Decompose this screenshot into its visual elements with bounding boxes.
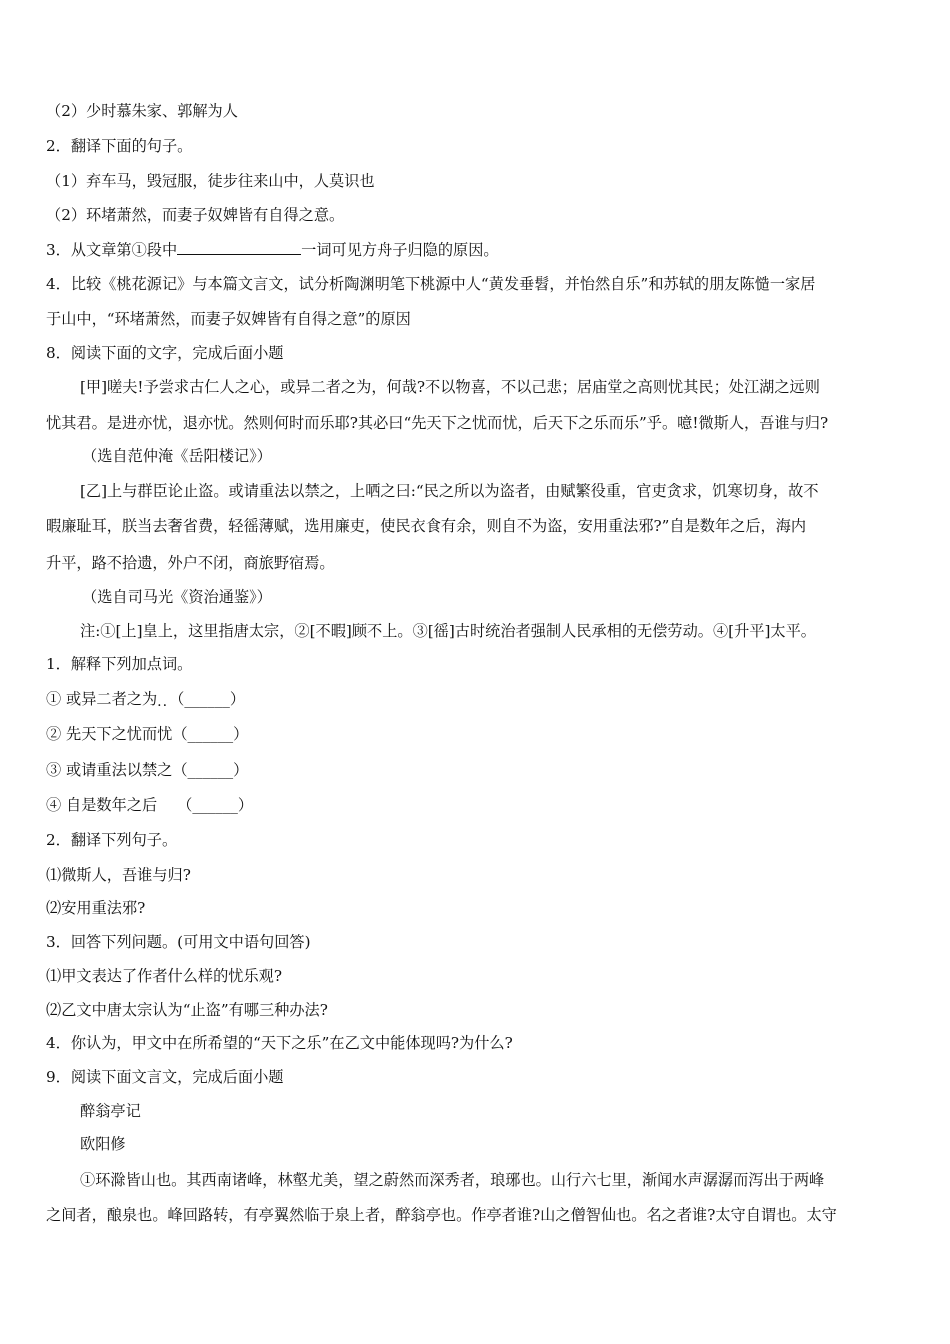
sub-question: ⑴甲文表达了作者什么样的忧乐观? (46, 967, 282, 985)
passage-line: 升平，路不拾遗，外户不闭，商旅野宿焉。 (46, 554, 335, 572)
footnote: 注:①[上]皇上，这里指唐太宗，②[不暇]顾不上。③[徭]古时统治者强制人民承相的无偿劳动。④[升平]太平。 (80, 622, 816, 640)
source-citation: （选自范仲淹《岳阳楼记》） (82, 447, 272, 465)
question-heading: 3．回答下列问题。(可用文中语句回答) (46, 933, 311, 951)
text-line: （2）少时慕朱家、郭解为人 (46, 102, 238, 120)
section-heading: 9．阅读下面文言文，完成后面小题 (46, 1068, 284, 1086)
sub-question (46, 689, 245, 709)
text-line: （1）弃车马，毁冠服，徒步往来山中，人莫识也 (46, 172, 375, 190)
passage-line: [甲]嗟夫!予尝求古仁人之心，或异二者之为，何哉?不以物喜，不以己悲；居庙堂之高则忧其民；处江湖之远则 (80, 378, 820, 396)
dotted-word-item: ① 或异二者之为 .. (46, 690, 157, 708)
question-text: 一词可见方舟子归隐的原因。 (301, 241, 499, 259)
fill-in-question (46, 240, 499, 260)
passage-line: 暇廉耻耳，朕当去奢省费，轻徭薄赋，选用廉吏，使民衣食有余，则自不为盗，安用重法邪?”自是数年之后，海内 (46, 517, 807, 535)
sub-question: ⑴微斯人，吾谁与归? (46, 866, 191, 884)
passage-line: ①环滁皆山也。其西南诸峰，林壑尤美，望之蔚然而深秀者，琅琊也。山行六七里，渐闻水声潺潺而泻出于两峰 (80, 1171, 825, 1189)
question-heading: 2．翻译下面的句子。 (46, 137, 193, 155)
sub-question: ③ 或请重法以禁之（______） (46, 761, 249, 779)
text-line: （2）环堵萧然，而妻子奴婢皆有自得之意。 (46, 206, 345, 224)
sub-question: ② 先天下之忧而忧（______） (46, 725, 249, 743)
sub-question: ⑵安用重法邪? (46, 899, 146, 917)
source-citation: （选自司马光《资治通鉴》） (82, 588, 272, 606)
passage-author: 欧阳修 (80, 1135, 126, 1153)
question-heading: 2．翻译下列句子。 (46, 831, 178, 849)
text-line: 于山中，“环堵萧然，而妻子奴婢皆有自得之意”的原因 (46, 310, 411, 328)
question-text: 3．从文章第①段中 (46, 241, 178, 259)
question-heading: 4．你认为，甲文中在所希望的“天下之乐”在乙文中能体现吗?为什么? (46, 1034, 513, 1052)
question-heading: 4．比较《桃花源记》与本篇文言文，试分析陶渊明笔下桃源中人“黄发垂髫，并怡然自乐”和苏轼的朋友陈慥一家居 (46, 275, 816, 293)
passage-line: 忧其君。是进亦忧，退亦忧。然则何时而乐耶?其必曰“先天下之忧而忧，后天下之乐而乐”乎。噫!微斯人，吾谁与归? (46, 414, 829, 432)
passage-line: [乙]上与群臣论止盗。或请重法以禁之，上哂之曰:“民之所以为盗者，由赋繁役重，官吏贪求，饥寒切身，故不 (80, 482, 819, 500)
passage-title: 醉翁亭记 (80, 1102, 141, 1120)
answer-blank[interactable] (177, 240, 301, 255)
question-heading: 1．解释下列加点词。 (46, 655, 193, 673)
answer-blank[interactable]: （______） (169, 690, 246, 708)
sub-question: ⑵乙文中唐太宗认为“止盗”有哪三种办法? (46, 1001, 328, 1019)
section-heading: 8．阅读下面的文字，完成后面小题 (46, 344, 284, 362)
passage-line: 之间者，酿泉也。峰回路转，有亭翼然临于泉上者，醉翁亭也。作亭者谁?山之僧智仙也。名之者谁?太守自谓也。太守 (46, 1206, 837, 1224)
sub-question: ④ 自是数年之后 （______） (46, 796, 254, 814)
